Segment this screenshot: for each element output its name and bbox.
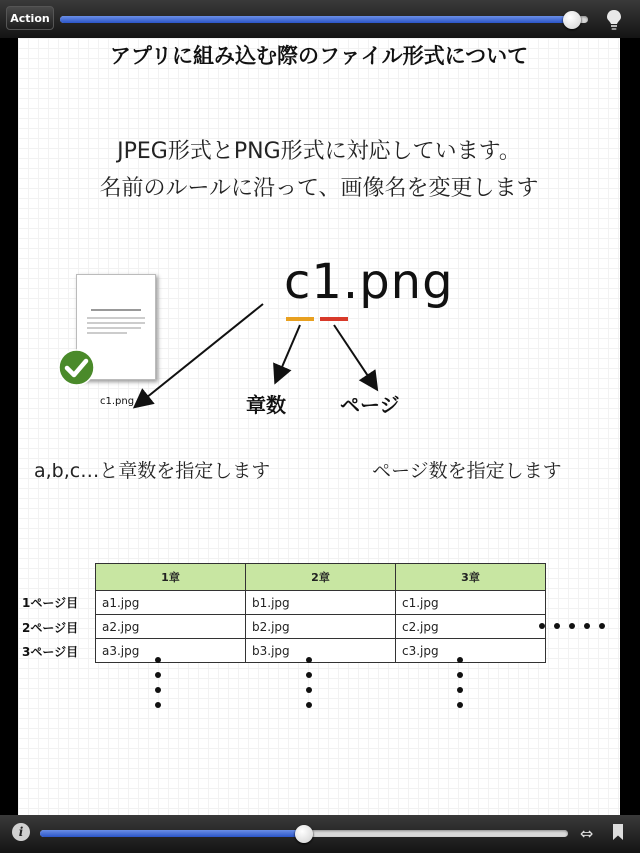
continuation-dot: [306, 657, 312, 663]
table-header: 3章: [396, 564, 546, 591]
table-cell: c3.jpg: [396, 639, 546, 663]
page-description: ページ数を指定します: [372, 460, 562, 482]
continuation-dot: [155, 672, 161, 678]
page-title: アプリに組み込む際のファイル形式について: [109, 44, 529, 68]
table-cell: a2.jpg: [96, 615, 246, 639]
table-header-row: [96, 564, 546, 591]
chapter-label: 章数: [246, 393, 286, 417]
row-label: 2ページ目: [22, 621, 79, 635]
row-label: 3ページ目: [22, 645, 79, 659]
table-cell: b1.jpg: [246, 591, 396, 615]
table-row: [96, 591, 546, 615]
continuation-dot: [457, 702, 463, 708]
document-page: [18, 38, 620, 815]
continuation-dot: [306, 672, 312, 678]
info-icon[interactable]: i: [12, 823, 30, 841]
continuation-dot: [306, 702, 312, 708]
intro-line-2: 名前のルールに沿って、画像名を変更します: [99, 176, 539, 201]
filename-example: c1.png: [284, 254, 454, 310]
top-slider-thumb[interactable]: [563, 11, 581, 29]
action-button[interactable]: Action: [6, 6, 54, 30]
top-slider-fill: [60, 16, 572, 23]
filename-table: [95, 563, 546, 663]
table-cell: c2.jpg: [396, 615, 546, 639]
continuation-dot: [306, 687, 312, 693]
table-row: [96, 615, 546, 639]
table-cell: c1.jpg: [396, 591, 546, 615]
top-page-slider[interactable]: [60, 16, 588, 23]
chapter-description: a,b,c…と章数を指定します: [34, 460, 271, 482]
intro-line-1: JPEG形式とPNG形式に対応しています。: [117, 139, 521, 164]
continuation-dot: [554, 623, 560, 629]
table-cell: a3.jpg: [96, 639, 246, 663]
page-label: ページ: [340, 393, 400, 417]
fit-width-icon[interactable]: ⇔: [580, 824, 594, 843]
bookmark-icon[interactable]: [613, 824, 623, 840]
bottom-slider-fill: [40, 830, 304, 837]
top-toolbar: [0, 0, 640, 38]
bottom-slider-thumb[interactable]: [295, 825, 313, 843]
continuation-dot: [457, 657, 463, 663]
continuation-dot: [457, 672, 463, 678]
table-header: 2章: [246, 564, 396, 591]
table-header: 1章: [96, 564, 246, 591]
bottom-toolbar: [0, 815, 640, 853]
row-label: 1ページ目: [22, 596, 79, 610]
thumbnail-caption: c1.png: [100, 396, 135, 407]
lightbulb-icon[interactable]: [604, 9, 624, 31]
continuation-dot: [599, 623, 605, 629]
arrow-to-thumbnail: [136, 304, 263, 406]
continuation-dot: [569, 623, 575, 629]
continuation-dot: [155, 702, 161, 708]
continuation-dot: [539, 623, 545, 629]
arrow-to-page: [334, 325, 376, 388]
table-cell: b3.jpg: [246, 639, 396, 663]
continuation-dot: [584, 623, 590, 629]
continuation-dot: [457, 687, 463, 693]
table-cell: a1.jpg: [96, 591, 246, 615]
arrow-to-chapter: [276, 325, 300, 381]
explanation-arrows: [18, 38, 620, 815]
table-cell: b2.jpg: [246, 615, 396, 639]
table-row: [96, 639, 546, 663]
continuation-dot: [155, 687, 161, 693]
continuation-dot: [155, 657, 161, 663]
